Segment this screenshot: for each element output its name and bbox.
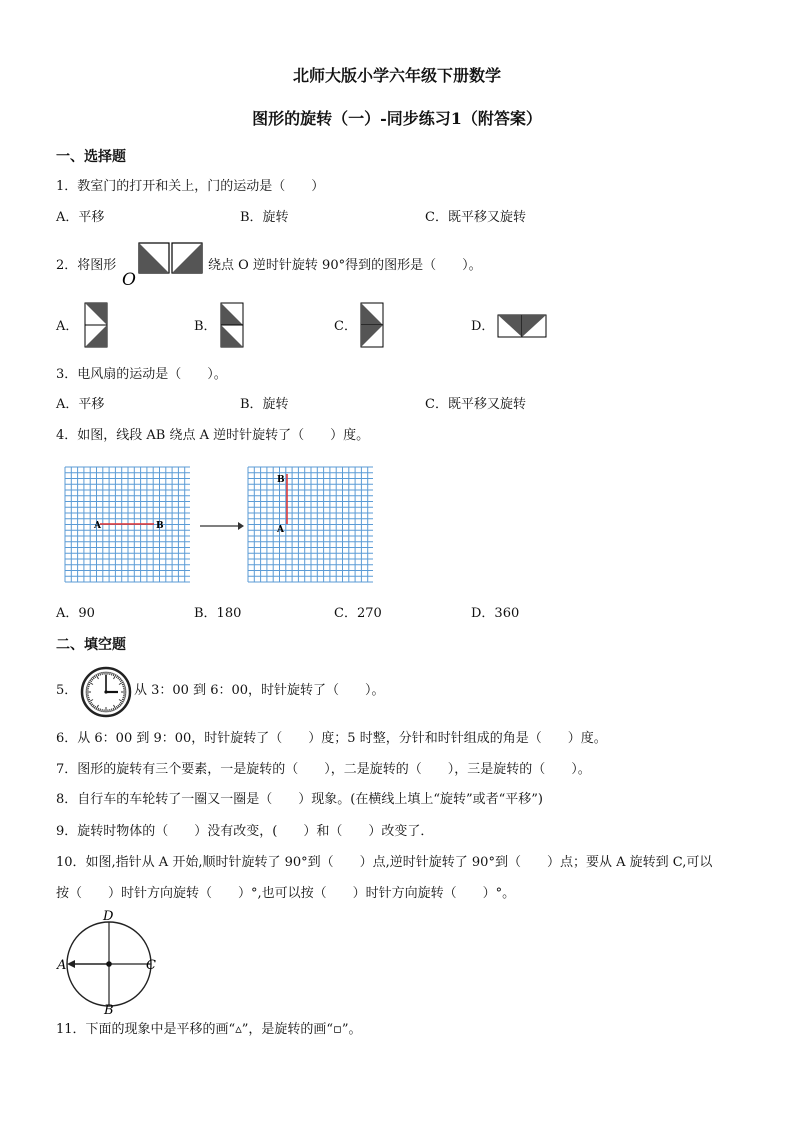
question-11: 11．下面的现象中是平移的画“▵”，是旋转的画“▫”。 bbox=[56, 1022, 362, 1037]
question-7: 7．图形的旋转有三个要素，一是旋转的（ ），二是旋转的（ ），三是旋转的（ ）。 bbox=[56, 762, 591, 777]
label-a: A bbox=[277, 525, 284, 535]
question-2-option-b: B． bbox=[194, 319, 217, 334]
dial-figure bbox=[56, 910, 160, 1014]
dial-label-d: D bbox=[103, 910, 114, 924]
dial-label-a: A bbox=[57, 958, 67, 973]
question-2-lead: 2．将图形 bbox=[56, 258, 117, 273]
question-4-option-c: C．270 bbox=[334, 606, 382, 621]
question-3-option-c: C．既平移又旋转 bbox=[425, 397, 526, 412]
question-2-option-d: D． bbox=[471, 319, 495, 334]
point-o-label: O bbox=[122, 270, 136, 288]
question-1-option-b: B．旋转 bbox=[240, 210, 289, 225]
page-title: 北师大版小学六年级下册数学 bbox=[292, 66, 501, 85]
section-heading-choice: 一、选择题 bbox=[56, 149, 126, 165]
question-3-stem: 3．电风扇的运动是（ ）。 bbox=[56, 367, 227, 382]
arrow-right-icon bbox=[198, 520, 244, 532]
pointer-arrow-icon bbox=[67, 960, 75, 968]
question-10-line2: 按（ ）时针方向旋转（ ）°,也可以按（ ）时针方向旋转（ ）°。 bbox=[56, 886, 516, 901]
option-d-figure bbox=[497, 314, 549, 340]
question-2-option-a: A． bbox=[56, 319, 79, 334]
question-5-text: 从 3：00 到 6：00，时针旋转了（ ）。 bbox=[134, 683, 385, 698]
label-a: A bbox=[94, 521, 101, 531]
grid-before bbox=[64, 466, 194, 584]
option-a-figure bbox=[84, 302, 110, 350]
question-2-shape-figure bbox=[118, 242, 208, 288]
page-subtitle: 图形的旋转（一）-同步练习1（附答案） bbox=[252, 109, 542, 128]
question-3-option-b: B．旋转 bbox=[240, 397, 289, 412]
question-9: 9．旋转时物体的（ ）没有改变，( ）和（ ）改变了． bbox=[56, 824, 434, 839]
dial-label-b: B bbox=[104, 1003, 114, 1014]
label-b: B bbox=[156, 521, 164, 531]
question-1-option-c: C．既平移又旋转 bbox=[425, 210, 526, 225]
question-8: 8．自行车的车轮转了一圈又一圈是（ ）现象。(在横线上填上“旋转”或者“平移”) bbox=[56, 792, 543, 807]
option-b-figure bbox=[220, 302, 246, 350]
question-2-tail: 绕点 O 逆时针旋转 90°得到的图形是（ ）。 bbox=[208, 258, 482, 273]
question-10-line1: 10．如图,指针从 A 开始,顺时针旋转了 90°到（ ）点,逆时针旋转了 90°到（ ）点；要从 A 旋转到 C,可以 bbox=[56, 855, 713, 870]
question-4-option-b: B．180 bbox=[194, 606, 242, 621]
question-1-stem: 1．教室门的打开和关上，门的运动是（ ） bbox=[56, 179, 325, 194]
clock-icon bbox=[80, 666, 132, 718]
question-4-option-a: A．90 bbox=[56, 606, 95, 621]
question-4-option-d: D．360 bbox=[471, 606, 520, 621]
question-2-option-c: C． bbox=[334, 319, 357, 334]
section-heading-fill: 二、填空题 bbox=[56, 637, 126, 653]
question-4-stem: 4．如图，线段 AB 绕点 A 逆时针旋转了（ ）度。 bbox=[56, 428, 370, 443]
question-3-option-a: A．平移 bbox=[56, 397, 105, 412]
question-1-option-a: A．平移 bbox=[56, 210, 105, 225]
grid-after bbox=[247, 466, 377, 584]
label-b: B bbox=[277, 475, 285, 485]
dial-label-c: C bbox=[146, 958, 156, 973]
question-6: 6．从 6：00 到 9：00，时针旋转了（ ）度；5 时整，分针和时针组成的角是（ ）度。 bbox=[56, 731, 607, 746]
question-5-number: 5． bbox=[56, 683, 78, 698]
option-c-figure bbox=[360, 302, 386, 350]
